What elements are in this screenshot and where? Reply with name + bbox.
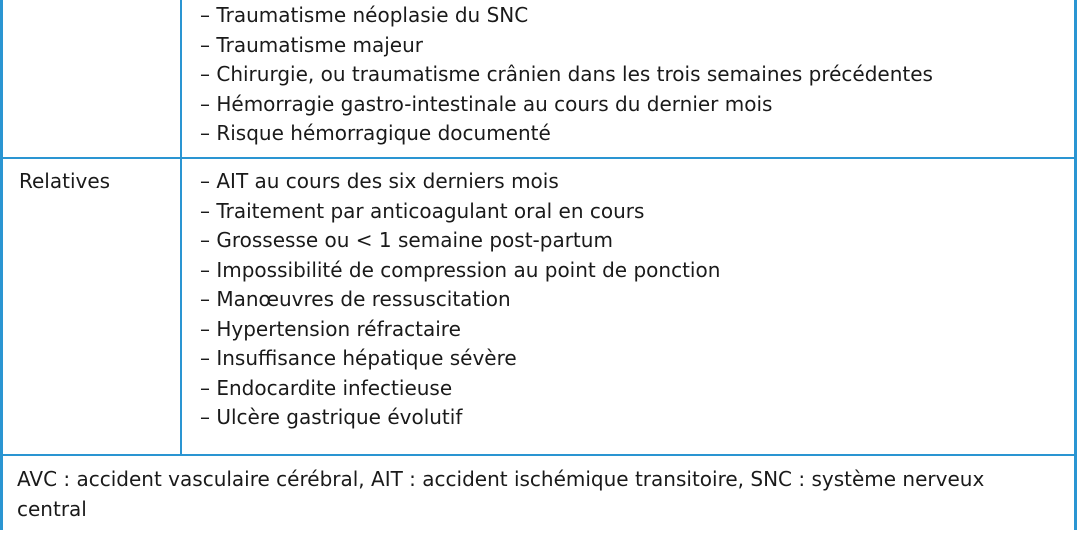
- list-item: – Ulcère gastrique évolutif: [200, 405, 463, 429]
- list-item: – Chirurgie, ou traumatisme crânien dans les trois semaines précédentes: [200, 62, 933, 86]
- absolute-items-cell: [200, 1, 1074, 149]
- list-item: – Endocardite infectieuse: [200, 375, 453, 400]
- list-item: – Impossibilité de compression au point de ponction: [200, 257, 721, 282]
- list-item: – Manœuvres de ressuscitation: [200, 287, 511, 311]
- relative-label: Relatives: [19, 169, 111, 193]
- list-item: – Traumatisme majeur: [200, 32, 423, 57]
- absolute-contraindications-row: [3, 0, 1074, 157]
- table-footnote: AVC : accident vasculaire cérébral, AIT : accident ischémique transitoire, SNC : système nerveux central: [17, 467, 985, 521]
- relative-label-cell: [3, 159, 182, 454]
- relative-contraindications-row: [3, 157, 1074, 454]
- list-item: – Grossesse ou < 1 semaine post-partum: [200, 228, 613, 252]
- list-item: – Hypertension réfractaire: [200, 316, 461, 341]
- list-item: – AIT au cours des six derniers mois: [200, 169, 559, 193]
- relative-items-cell: [200, 167, 1074, 433]
- list-item: – Risque hémorragique documenté: [200, 121, 551, 145]
- list-item: – Hémorragie gastro-intestinale au cours du dernier mois: [200, 91, 773, 116]
- list-item: – Traumatisme néoplasie du SNC: [200, 3, 529, 27]
- list-item: – Traitement par anticoagulant oral en cours: [200, 198, 645, 223]
- list-item: – Insuffisance hépatique sévère: [200, 346, 517, 370]
- absolute-label-cell: [3, 0, 182, 157]
- footnote-row: [3, 454, 1074, 534]
